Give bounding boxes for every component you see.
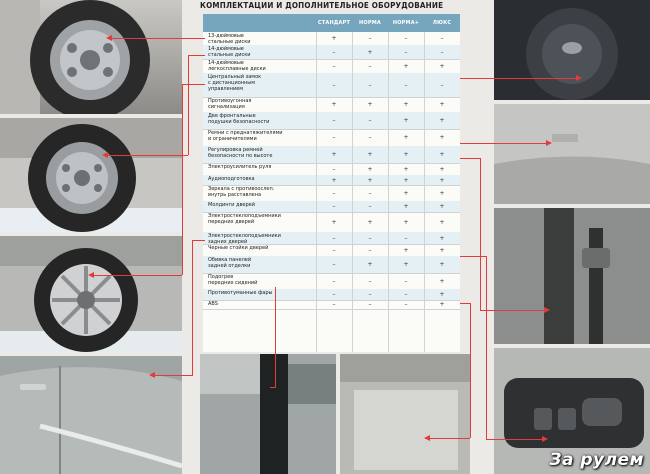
row-value: – — [332, 246, 336, 254]
col-header-standard: СТАНДАРТ — [316, 14, 352, 32]
row-value: + — [439, 261, 445, 268]
table-row — [203, 112, 460, 130]
callout-line — [270, 387, 276, 388]
row-value: + — [439, 301, 445, 308]
row-value: + — [439, 62, 445, 70]
row-value: – — [332, 48, 336, 56]
row-label: 14-дюймовые стальные диски — [208, 46, 251, 59]
callout-arrow — [544, 307, 550, 313]
row-value: + — [331, 101, 337, 108]
table-row — [203, 256, 460, 274]
wheel-icon — [0, 0, 182, 114]
callout-arrow — [106, 35, 112, 41]
callout-line — [470, 303, 471, 438]
row-label: Две фронтальные подушки безопасности — [208, 113, 270, 126]
callout-line — [192, 240, 193, 375]
row-value: – — [440, 81, 444, 89]
door-trim-icon — [340, 354, 470, 474]
row-value: + — [439, 176, 445, 184]
row-value: – — [404, 48, 408, 56]
row-value: – — [368, 203, 372, 210]
table-divider — [316, 32, 317, 352]
row-value: – — [368, 117, 372, 124]
row-value: – — [332, 134, 336, 141]
row-label: Молдинги дверей — [208, 202, 255, 208]
row-value: – — [368, 301, 372, 308]
row-value: + — [403, 246, 409, 254]
row-value: – — [332, 291, 336, 298]
row-value: – — [332, 261, 336, 268]
photo-alloy-wheel-14 — [0, 236, 182, 352]
row-label: ABS — [208, 301, 218, 307]
table-row — [203, 73, 460, 98]
row-label: Противотуманные фары — [208, 290, 273, 296]
row-value: – — [368, 35, 372, 42]
row-value: + — [439, 151, 445, 158]
row-value: – — [332, 62, 336, 70]
row-label: 13-дюймовые стальные диски — [208, 33, 251, 46]
row-label: Противоугонная сигнализация — [208, 98, 252, 111]
table-row — [203, 97, 460, 113]
row-value: + — [331, 176, 337, 184]
table-row — [203, 146, 460, 164]
row-value: + — [439, 134, 445, 141]
row-value: + — [439, 234, 445, 242]
callout-line — [460, 256, 486, 257]
row-label: Регулировка ремней безопасности по высоте — [208, 147, 273, 160]
table-divider — [424, 32, 425, 352]
row-value: – — [404, 291, 408, 298]
row-value: + — [403, 203, 409, 210]
callout-line — [275, 287, 276, 387]
table-row — [203, 185, 460, 202]
row-value: + — [403, 165, 409, 173]
table-row — [203, 45, 460, 60]
table-divider — [352, 32, 353, 352]
row-value: + — [439, 101, 445, 108]
table-row — [203, 59, 460, 74]
row-value: – — [368, 62, 372, 70]
row-value: + — [403, 134, 409, 141]
row-value: – — [332, 117, 336, 124]
row-value: – — [368, 291, 372, 298]
callout-line — [460, 303, 470, 304]
row-value: – — [368, 81, 372, 89]
callout-line — [460, 143, 548, 144]
wheel-icon — [0, 118, 182, 232]
row-label: Электростеклоподъемники передних дверей — [208, 213, 281, 226]
row-value: + — [439, 291, 445, 298]
photo-steel-wheel-13 — [0, 0, 182, 114]
row-value: – — [404, 35, 408, 42]
row-value: – — [332, 277, 336, 285]
row-value: + — [403, 151, 409, 158]
row-value: + — [403, 62, 409, 70]
row-value: + — [403, 101, 409, 108]
header-label-cell — [203, 14, 316, 32]
callout-arrow — [542, 436, 548, 442]
airbag-icon — [494, 104, 650, 204]
callout-line — [460, 78, 500, 79]
row-label: Электростеклоподъемники задних дверей — [208, 233, 281, 246]
row-value: + — [439, 117, 445, 124]
row-value: + — [439, 277, 445, 285]
photo-black-door-pillar — [200, 354, 336, 474]
row-label: Центральный замок с дистанционным управлением — [208, 74, 262, 93]
table-divider — [388, 32, 389, 352]
table-row — [203, 273, 460, 290]
callout-line — [480, 310, 546, 311]
row-value: – — [332, 203, 336, 210]
row-value: – — [332, 81, 336, 89]
row-value: + — [331, 151, 337, 158]
row-label: Зеркала с противоослеп. внутрь расставлена — [208, 186, 275, 199]
row-value: + — [403, 261, 409, 268]
row-value: + — [367, 218, 373, 226]
row-value: + — [403, 218, 409, 226]
row-value: – — [332, 189, 336, 197]
equipment-table — [203, 14, 460, 352]
row-value: + — [331, 218, 337, 226]
callout-arrow — [88, 272, 94, 278]
photo-seatbelt — [494, 208, 650, 344]
col-header-lux: ЛЮКС — [424, 14, 460, 32]
row-label: Обивка панелей задней отделки — [208, 257, 252, 270]
callout-line — [182, 84, 205, 85]
callout-line — [192, 240, 205, 241]
callout-line — [108, 155, 188, 156]
row-value: + — [403, 189, 409, 197]
callout-arrow — [546, 140, 552, 146]
row-value: – — [440, 35, 444, 42]
table-row — [203, 212, 460, 233]
row-label: Электроусилитель руля — [208, 164, 272, 170]
row-value: + — [439, 246, 445, 254]
brand-logo: За рулем — [549, 450, 644, 470]
callout-line — [430, 438, 470, 439]
row-value: + — [403, 176, 409, 184]
row-value: – — [368, 277, 372, 285]
row-label: Черные стойки дверей — [208, 245, 269, 251]
callout-arrow — [576, 75, 582, 81]
row-value: – — [404, 301, 408, 308]
row-value: + — [367, 165, 373, 173]
row-value: – — [404, 234, 408, 242]
row-label: Подогрев передних сидений — [208, 274, 258, 287]
row-value: – — [440, 48, 444, 56]
photo-airbag-label — [494, 104, 650, 204]
row-label: Ремни с преднатяжителями и ограничителями — [208, 130, 283, 143]
row-value: + — [367, 151, 373, 158]
wheel-icon — [0, 236, 182, 352]
row-value: – — [332, 234, 336, 242]
row-value: – — [332, 165, 336, 173]
callout-line — [155, 375, 193, 376]
callout-line — [188, 55, 205, 56]
door-pillar-icon — [200, 354, 336, 474]
callout-line — [480, 158, 481, 310]
col-header-norma-plus: НОРМА+ — [388, 14, 424, 32]
callout-line — [486, 256, 487, 439]
row-value: + — [403, 117, 409, 124]
callout-line — [182, 84, 183, 275]
callout-line — [500, 78, 578, 79]
callout-line — [112, 38, 205, 39]
photo-steel-wheel-14 — [0, 118, 182, 232]
row-value: + — [439, 189, 445, 197]
row-value: + — [439, 218, 445, 226]
row-value: + — [331, 35, 337, 42]
col-header-norma: НОРМА — [352, 14, 388, 32]
callout-line — [188, 55, 189, 155]
row-value: + — [439, 165, 445, 173]
row-label: 14-дюймовые легкосплавные диски — [208, 60, 266, 73]
photo-door-trim — [340, 354, 470, 474]
callout-line — [486, 439, 544, 440]
table-row — [203, 129, 460, 147]
callout-line — [94, 275, 182, 276]
row-value: + — [367, 101, 373, 108]
seatbelt-icon — [494, 208, 650, 344]
photo-steering-wheel — [494, 0, 650, 100]
row-value: – — [368, 189, 372, 197]
page-title: КОМПЛЕКТАЦИИ И ДОПОЛНИТЕЛЬНОЕ ОБОРУДОВАНИЕ — [200, 1, 444, 10]
row-value: + — [439, 203, 445, 210]
row-value: – — [332, 301, 336, 308]
row-value: – — [368, 134, 372, 141]
row-label: Аудиоподготовка — [208, 176, 255, 182]
callout-line — [460, 158, 480, 159]
row-value: + — [367, 176, 373, 184]
row-value: – — [368, 234, 372, 242]
row-value: + — [367, 261, 373, 268]
row-value: – — [368, 246, 372, 254]
row-value: + — [367, 48, 373, 56]
steering-wheel-icon — [494, 0, 650, 100]
row-value: – — [404, 81, 408, 89]
table-row — [203, 300, 460, 310]
table-row — [203, 32, 460, 46]
callout-arrow — [424, 435, 430, 441]
callout-arrow — [149, 372, 155, 378]
row-value: – — [404, 277, 408, 285]
callout-arrow — [102, 152, 108, 158]
